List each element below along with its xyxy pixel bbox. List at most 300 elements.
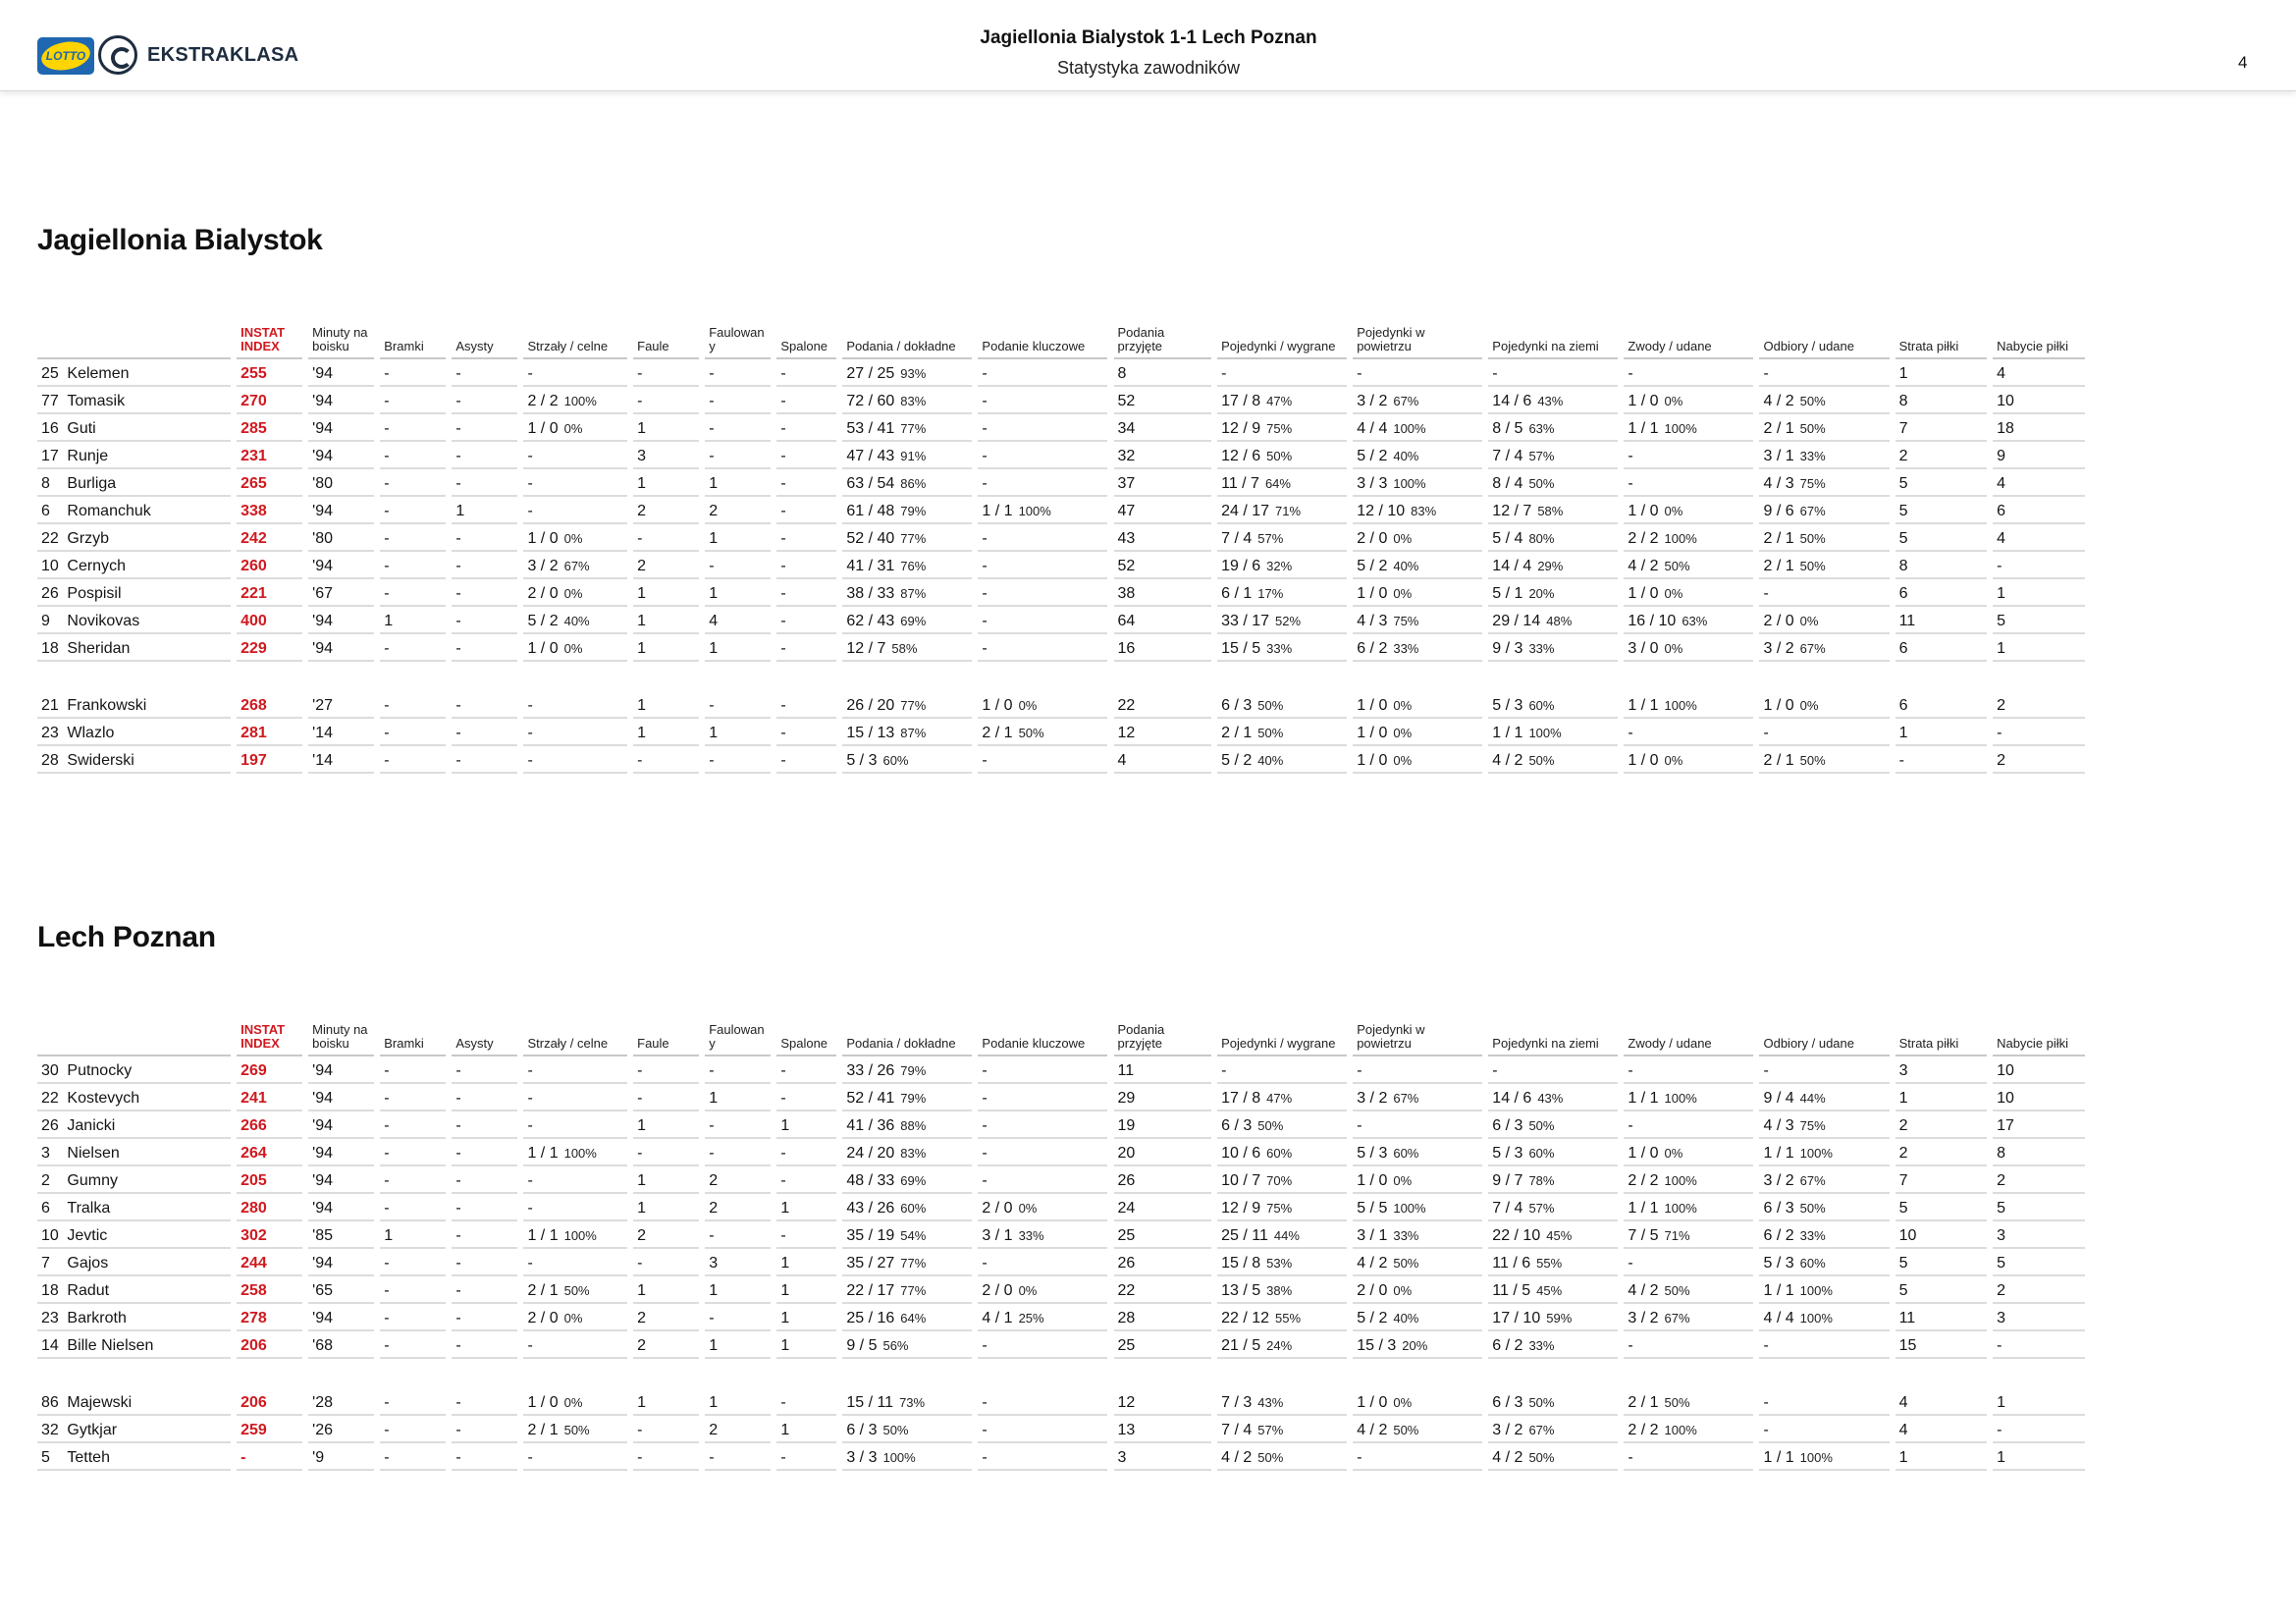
stat-fd: 1	[705, 1331, 771, 1359]
stat-f: 1	[633, 579, 699, 607]
stat-percent: 71%	[1664, 1228, 1690, 1243]
stat-value: 4 / 2	[1357, 1422, 1388, 1438]
stat-fd: -	[705, 359, 771, 387]
player-name: Janicki	[63, 1111, 231, 1139]
stat-percent: 80%	[1528, 531, 1555, 546]
stat-rec: 4	[1114, 746, 1212, 774]
stat-drb	[1624, 1304, 1753, 1331]
stat-percent: 71%	[1275, 504, 1302, 518]
stat-value: 7 / 4	[1221, 1422, 1253, 1438]
stat-value: 2 / 0	[527, 1310, 559, 1326]
stat-won: 17	[1993, 1111, 2085, 1139]
column-header: Pojedynki w powietrzu	[1353, 314, 1482, 359]
column-header: Minuty na boisku	[308, 1011, 374, 1056]
stat-duel	[1217, 524, 1347, 552]
stat-value: -	[982, 558, 988, 574]
stat-value: 4 / 2	[1221, 1449, 1253, 1466]
stat-min: '94	[308, 497, 374, 524]
page-number: 4	[2238, 53, 2248, 72]
stat-value: 2 / 0	[982, 1282, 1013, 1299]
stat-percent: 50%	[563, 1283, 590, 1298]
stat-min: '65	[308, 1276, 374, 1304]
stat-percent: 83%	[1411, 504, 1437, 518]
stat-value: 15 / 8	[1221, 1255, 1261, 1272]
stat-rec: 12	[1114, 719, 1212, 746]
stat-value: 11 / 7	[1221, 475, 1259, 492]
player-number: 26	[37, 579, 63, 607]
stat-value: 1 / 1	[1763, 1449, 1794, 1466]
stat-value: 1 / 0	[527, 420, 559, 437]
stat-off: -	[776, 1166, 836, 1194]
stat-value: 52 / 40	[846, 530, 895, 547]
stat-idx: 197	[237, 746, 302, 774]
stat-won: 9	[1993, 442, 2085, 469]
stat-percent: 50%	[1664, 1283, 1690, 1298]
stat-value: -	[1628, 365, 1633, 382]
stat-value: 9 / 4	[1763, 1090, 1794, 1107]
stat-pas	[842, 1166, 972, 1194]
stat-off: 1	[776, 1194, 836, 1221]
stat-value: 15 / 13	[846, 725, 895, 741]
stat-percent: 87%	[900, 586, 927, 601]
stat-tck	[1759, 414, 1889, 442]
stat-percent: 50%	[1528, 1450, 1555, 1465]
stat-a: -	[452, 579, 517, 607]
stat-won: 5	[1993, 1194, 2085, 1221]
stat-duel	[1217, 1331, 1347, 1359]
stat-value: 3 / 3	[846, 1449, 878, 1466]
stat-value: 2 / 2	[1628, 530, 1659, 547]
stat-a: -	[452, 1084, 517, 1111]
stat-f: 1	[633, 469, 699, 497]
stat-value: 12 / 7	[846, 640, 886, 657]
player-name: Nielsen	[63, 1139, 231, 1166]
player-row	[37, 1194, 2085, 1221]
column-header: Podanie kluczowe	[978, 314, 1107, 359]
substitutes-gap	[37, 1359, 2085, 1388]
stat-value: -	[982, 420, 988, 437]
stat-value: 6 / 2	[1763, 1227, 1794, 1244]
stat-percent: 100%	[1664, 698, 1697, 713]
stat-tck	[1759, 552, 1889, 579]
stat-percent: 0%	[1664, 1146, 1683, 1161]
stat-min: '68	[308, 1331, 374, 1359]
stat-g: -	[380, 552, 446, 579]
stat-g: -	[380, 1056, 446, 1084]
stat-value: 11 / 6	[1492, 1255, 1531, 1272]
stat-rec: 3	[1114, 1443, 1212, 1471]
stat-tck	[1759, 579, 1889, 607]
stat-value: 1 / 1	[1492, 725, 1523, 741]
stat-g: -	[380, 442, 446, 469]
stat-duel	[1217, 1304, 1347, 1331]
stat-value: -	[527, 1172, 533, 1189]
stat-won: 2	[1993, 746, 2085, 774]
stat-value: 63 / 54	[846, 475, 895, 492]
stat-value: -	[982, 613, 988, 629]
stat-fd: 2	[705, 497, 771, 524]
stat-percent: 60%	[1266, 1146, 1293, 1161]
stat-drb	[1624, 1111, 1753, 1139]
stat-value: 2 / 0	[1357, 530, 1388, 547]
stat-air	[1353, 1304, 1482, 1331]
stat-air	[1353, 719, 1482, 746]
stat-air	[1353, 442, 1482, 469]
stat-gr	[1488, 469, 1618, 497]
stat-value: 4 / 1	[982, 1310, 1013, 1326]
stat-f: 2	[633, 1221, 699, 1249]
stat-off: 1	[776, 1304, 836, 1331]
column-header: Podania przyjęte	[1114, 1011, 1212, 1056]
stat-tck	[1759, 746, 1889, 774]
stat-value: 2 / 0	[527, 585, 559, 602]
player-stats-table	[37, 314, 2085, 774]
stat-percent: 79%	[900, 1063, 927, 1078]
stat-percent: 69%	[900, 614, 927, 628]
stat-rec: 26	[1114, 1249, 1212, 1276]
stat-percent: 32%	[1266, 559, 1293, 573]
stat-value: -	[1221, 365, 1227, 382]
stat-lost: 5	[1896, 1194, 1987, 1221]
stat-pas	[842, 579, 972, 607]
stat-value: 2 / 1	[1763, 752, 1794, 769]
stat-fd: -	[705, 691, 771, 719]
stat-sh	[523, 1443, 627, 1471]
stat-percent: 40%	[563, 614, 590, 628]
stat-f: -	[633, 1416, 699, 1443]
stat-value: 14 / 4	[1492, 558, 1532, 574]
stat-fd: -	[705, 552, 771, 579]
stat-drb	[1624, 524, 1753, 552]
stat-a: -	[452, 359, 517, 387]
report-subtitle: Statystyka zawodników	[1056, 58, 1241, 78]
stat-percent: 0%	[1664, 394, 1683, 408]
column-header: INSTAT INDEX	[237, 1011, 302, 1056]
stat-drb	[1624, 746, 1753, 774]
stat-percent: 0%	[563, 421, 583, 436]
stat-off: -	[776, 469, 836, 497]
stat-value: -	[982, 640, 988, 657]
stat-value: 4 / 2	[1628, 1282, 1659, 1299]
stat-duel	[1217, 1111, 1347, 1139]
stat-f: 2	[633, 1331, 699, 1359]
stat-g: -	[380, 1331, 446, 1359]
stat-value: 3 / 2	[1357, 1090, 1388, 1107]
column-header: Faule	[633, 314, 699, 359]
stat-pas	[842, 1276, 972, 1304]
stat-value: 5 / 3	[1492, 1145, 1523, 1162]
column-header: Faulowan y	[705, 314, 771, 359]
stat-percent: 100%	[1393, 421, 1426, 436]
stat-pas	[842, 497, 972, 524]
stat-won: 5	[1993, 1249, 2085, 1276]
stat-value: 2 / 1	[1763, 420, 1794, 437]
stat-value: 7 / 4	[1492, 448, 1523, 464]
stat-lost: 10	[1896, 1221, 1987, 1249]
stat-percent: 50%	[1799, 1201, 1826, 1216]
stat-tck	[1759, 1166, 1889, 1194]
stat-value: 2 / 0	[1357, 1282, 1388, 1299]
stat-percent: 100%	[1664, 421, 1697, 436]
player-row	[37, 1276, 2085, 1304]
stat-lost: 4	[1896, 1388, 1987, 1416]
player-name: Burliga	[63, 469, 231, 497]
stat-air	[1353, 497, 1482, 524]
stat-value: 1 / 0	[1628, 503, 1659, 519]
stat-value: 6 / 3	[1221, 1117, 1253, 1134]
stat-value: 6 / 3	[1492, 1117, 1523, 1134]
stat-value: -	[982, 1394, 988, 1411]
stat-percent: 0%	[1393, 753, 1413, 768]
ball-logo-icon	[98, 35, 137, 75]
player-name: Grzyb	[63, 524, 231, 552]
stat-percent: 60%	[1528, 698, 1555, 713]
stat-percent: 40%	[1393, 449, 1419, 463]
stat-value: -	[527, 1255, 533, 1272]
stat-value: -	[1763, 585, 1769, 602]
stat-value: 4 / 2	[1628, 558, 1659, 574]
stat-off: -	[776, 691, 836, 719]
stat-min: '94	[308, 1084, 374, 1111]
stat-value: 17 / 10	[1492, 1310, 1541, 1326]
column-header: INSTAT INDEX	[237, 314, 302, 359]
stat-percent: 45%	[1536, 1283, 1563, 1298]
stat-f: -	[633, 1084, 699, 1111]
stat-f: 3	[633, 442, 699, 469]
player-number: 14	[37, 1331, 63, 1359]
stat-gr	[1488, 579, 1618, 607]
stat-lost: 7	[1896, 414, 1987, 442]
stat-min: '28	[308, 1388, 374, 1416]
stat-value: 2 / 2	[1628, 1172, 1659, 1189]
stat-percent: 64%	[900, 1311, 927, 1326]
stat-lost: 1	[1896, 1084, 1987, 1111]
stat-lost: 2	[1896, 1111, 1987, 1139]
stat-percent: 60%	[1528, 1146, 1555, 1161]
stat-percent: 54%	[900, 1228, 927, 1243]
stat-percent: 67%	[1664, 1311, 1690, 1326]
stat-percent: 100%	[1664, 531, 1697, 546]
stat-pas	[842, 442, 972, 469]
stat-percent: 57%	[1528, 449, 1555, 463]
stat-g: -	[380, 1139, 446, 1166]
stat-lost: 6	[1896, 691, 1987, 719]
stat-air	[1353, 552, 1482, 579]
player-name: Gytkjar	[63, 1416, 231, 1443]
stat-gr	[1488, 691, 1618, 719]
stat-percent: 20%	[1402, 1338, 1428, 1353]
stat-value: 1 / 0	[527, 640, 559, 657]
player-row	[37, 1166, 2085, 1194]
stat-percent: 60%	[882, 753, 909, 768]
stat-value: 10 / 7	[1221, 1172, 1261, 1189]
table-header-row	[37, 1011, 2085, 1056]
stat-kp	[978, 1084, 1107, 1111]
stat-percent: 100%	[1393, 1201, 1426, 1216]
stat-kp	[978, 387, 1107, 414]
stat-value: 43 / 26	[846, 1200, 895, 1217]
player-name: Kostevych	[63, 1084, 231, 1111]
stat-idx: 206	[237, 1331, 302, 1359]
player-number: 16	[37, 414, 63, 442]
stat-percent: 40%	[1257, 753, 1284, 768]
player-name: Tralka	[63, 1194, 231, 1221]
player-row	[37, 691, 2085, 719]
player-number: 30	[37, 1056, 63, 1084]
stat-value: 9 / 6	[1763, 503, 1794, 519]
stat-kp	[978, 746, 1107, 774]
column-header: Faulowan y	[705, 1011, 771, 1056]
stat-lost: -	[1896, 746, 1987, 774]
stat-percent: 50%	[1528, 1395, 1555, 1410]
player-row	[37, 1304, 2085, 1331]
stat-value: -	[982, 365, 988, 382]
stat-percent: 88%	[900, 1118, 927, 1133]
stat-value: 1 / 1	[1763, 1282, 1794, 1299]
stat-f: -	[633, 1139, 699, 1166]
stat-air	[1353, 387, 1482, 414]
stat-fd: 3	[705, 1249, 771, 1276]
stat-value: 4 / 4	[1763, 1310, 1794, 1326]
stat-rec: 34	[1114, 414, 1212, 442]
stat-value: 9 / 3	[1492, 640, 1523, 657]
player-number: 2	[37, 1166, 63, 1194]
stat-kp	[978, 524, 1107, 552]
stat-percent: 50%	[1664, 559, 1690, 573]
stat-percent: 55%	[1275, 1311, 1302, 1326]
stat-lost: 5	[1896, 497, 1987, 524]
stat-percent: 60%	[900, 1201, 927, 1216]
stat-tck	[1759, 1416, 1889, 1443]
stat-value: -	[527, 725, 533, 741]
stat-value: 4 / 3	[1763, 1117, 1794, 1134]
stat-f: -	[633, 746, 699, 774]
stat-idx: 260	[237, 552, 302, 579]
player-number: 23	[37, 719, 63, 746]
player-row	[37, 552, 2085, 579]
player-name: Runje	[63, 442, 231, 469]
player-stats-table	[37, 1011, 2085, 1471]
stat-percent: 58%	[1537, 504, 1564, 518]
stat-duel	[1217, 359, 1347, 387]
stat-rec: 25	[1114, 1221, 1212, 1249]
stat-gr	[1488, 387, 1618, 414]
stat-idx: 206	[237, 1388, 302, 1416]
player-number: 26	[37, 1111, 63, 1139]
stat-min: '85	[308, 1221, 374, 1249]
player-row	[37, 1056, 2085, 1084]
stat-f: -	[633, 387, 699, 414]
stat-won: 1	[1993, 634, 2085, 662]
stat-sh	[523, 387, 627, 414]
stat-a: -	[452, 387, 517, 414]
stat-gr	[1488, 746, 1618, 774]
stat-a: -	[452, 1221, 517, 1249]
stat-value: -	[982, 752, 988, 769]
stat-duel	[1217, 1139, 1347, 1166]
stat-a: -	[452, 691, 517, 719]
player-number: 6	[37, 1194, 63, 1221]
stat-gr	[1488, 1111, 1618, 1139]
stat-off: -	[776, 524, 836, 552]
stat-gr	[1488, 552, 1618, 579]
stat-drb	[1624, 607, 1753, 634]
stat-value: 61 / 48	[846, 503, 895, 519]
stat-min: '94	[308, 1139, 374, 1166]
stat-percent: 48%	[1546, 614, 1573, 628]
stat-drb	[1624, 1331, 1753, 1359]
stat-a: -	[452, 1416, 517, 1443]
player-row	[37, 442, 2085, 469]
stat-drb	[1624, 1416, 1753, 1443]
stat-value: 14 / 6	[1492, 393, 1532, 409]
stat-value: 25 / 11	[1221, 1227, 1268, 1244]
stat-duel	[1217, 552, 1347, 579]
stat-kp	[978, 1221, 1107, 1249]
stat-g: -	[380, 1194, 446, 1221]
stat-duel	[1217, 1443, 1347, 1471]
stat-idx: 281	[237, 719, 302, 746]
stat-tck	[1759, 497, 1889, 524]
stat-fd: -	[705, 1304, 771, 1331]
stat-lost: 5	[1896, 524, 1987, 552]
stat-value: -	[1763, 1337, 1769, 1354]
stat-kp	[978, 359, 1107, 387]
stat-value: 1 / 1	[1763, 1145, 1794, 1162]
column-header: Pojedynki na ziemi	[1488, 314, 1618, 359]
stat-percent: 50%	[1393, 1256, 1419, 1271]
column-header: Bramki	[380, 314, 446, 359]
stat-kp	[978, 414, 1107, 442]
stat-value: 15 / 3	[1357, 1337, 1397, 1354]
stat-kp	[978, 1416, 1107, 1443]
stat-gr	[1488, 719, 1618, 746]
stat-off: -	[776, 1443, 836, 1471]
stat-value: 6 / 1	[1221, 585, 1253, 602]
stat-duel	[1217, 442, 1347, 469]
stat-air	[1353, 1388, 1482, 1416]
stat-value: 13 / 5	[1221, 1282, 1261, 1299]
stat-lost: 2	[1896, 442, 1987, 469]
stat-kp	[978, 607, 1107, 634]
stat-value: -	[527, 1337, 533, 1354]
stat-idx: 231	[237, 442, 302, 469]
stat-percent: 79%	[900, 504, 927, 518]
stat-value: 5 / 2	[1357, 1310, 1388, 1326]
stat-duel	[1217, 1416, 1347, 1443]
stat-percent: 67%	[1799, 641, 1826, 656]
stat-value: 2 / 0	[1763, 613, 1794, 629]
stat-percent: 44%	[1273, 1228, 1300, 1243]
stat-tck	[1759, 719, 1889, 746]
stat-air	[1353, 1166, 1482, 1194]
ekstraklasa-logo	[37, 35, 299, 81]
stat-percent: 100%	[1799, 1283, 1833, 1298]
stat-value: 35 / 27	[846, 1255, 895, 1272]
stat-value: 7 / 4	[1492, 1200, 1523, 1217]
player-name: Novikovas	[63, 607, 231, 634]
stat-tck	[1759, 1056, 1889, 1084]
stat-value: -	[527, 448, 533, 464]
stat-sh	[523, 1388, 627, 1416]
stat-gr	[1488, 1249, 1618, 1276]
stat-drb	[1624, 359, 1753, 387]
stat-kp	[978, 1249, 1107, 1276]
player-row	[37, 1111, 2085, 1139]
column-header: Spalone	[776, 1011, 836, 1056]
stat-idx: 221	[237, 579, 302, 607]
stat-gr	[1488, 1139, 1618, 1166]
